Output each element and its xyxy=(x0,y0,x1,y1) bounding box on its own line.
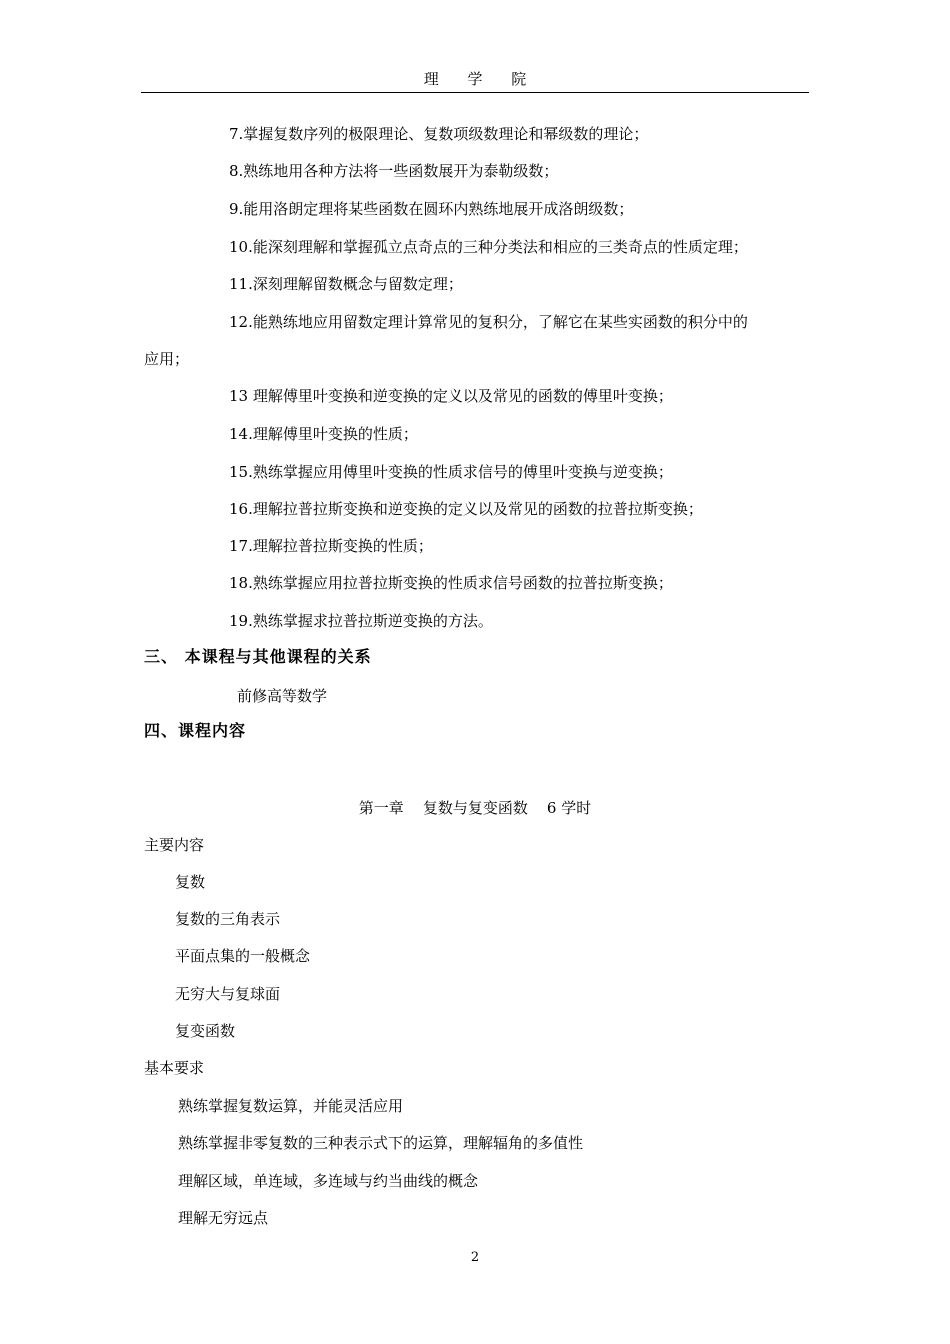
requirement-item: 熟练掌握非零复数的三种表示式下的运算，理解辐角的多值性 xyxy=(178,1134,584,1152)
header-divider xyxy=(141,92,809,93)
objective-item-16: 16.理解拉普拉斯变换和逆变换的定义以及常见的函数的拉普拉斯变换； xyxy=(229,500,703,518)
main-content-label: 主要内容 xyxy=(144,836,205,854)
objective-item-17: 17.理解拉普拉斯变换的性质； xyxy=(229,537,433,555)
objective-item-19: 19.熟练掌握求拉普拉斯逆变换的方法。 xyxy=(229,612,493,630)
main-content-item: 复数的三角表示 xyxy=(175,910,281,928)
section-heading-relations: 三、 本课程与其他课程的关系 xyxy=(144,647,372,666)
objective-item-14: 14.理解傅里叶变换的性质； xyxy=(229,425,418,443)
objective-item-10: 10.能深刻理解和掌握孤立点奇点的三种分类法和相应的三类奇点的性质定理； xyxy=(229,238,748,256)
requirements-label: 基本要求 xyxy=(144,1059,205,1077)
objective-item-9: 9.能用洛朗定理将某些函数在圆环内熟练地展开成洛朗级数； xyxy=(229,200,634,218)
objective-item-7: 7.掌握复数序列的极限理论、复数项级数理论和幂级数的理论； xyxy=(229,125,649,143)
objective-item-12: 12.能熟练地应用留数定理计算常见的复积分，了解它在某些实函数的积分中的 xyxy=(229,313,748,331)
main-content-item: 复数 xyxy=(175,873,206,891)
objective-item-18: 18.熟练掌握应用拉普拉斯变换的性质求信号函数的拉普拉斯变换； xyxy=(229,574,673,592)
main-content-item: 复变函数 xyxy=(175,1022,236,1040)
objective-item-12-continued: 应用； xyxy=(144,350,190,368)
requirement-item: 理解无穷远点 xyxy=(178,1209,269,1227)
page-number: 2 xyxy=(470,1250,480,1265)
page-header-title: 理 学 院 xyxy=(423,70,539,88)
objective-item-8: 8.熟练地用各种方法将一些函数展开为泰勒级数； xyxy=(229,162,559,180)
requirement-item: 理解区域，单连域，多连域与约当曲线的概念 xyxy=(178,1172,479,1190)
main-content-item: 平面点集的一般概念 xyxy=(175,947,311,965)
objective-item-11: 11.深刻理解留数概念与留数定理； xyxy=(229,275,463,293)
objective-item-13: 13 理解傅里叶变换和逆变换的定义以及常见的函数的傅里叶变换； xyxy=(229,387,673,405)
chapter-title: 第一章 复数与复变函数 6 学时 xyxy=(358,799,592,817)
section-heading-content: 四、课程内容 xyxy=(144,721,247,740)
requirement-item: 熟练掌握复数运算，并能灵活应用 xyxy=(178,1097,404,1115)
main-content-item: 无穷大与复球面 xyxy=(175,985,281,1003)
objective-item-15: 15.熟练掌握应用傅里叶变换的性质求信号的傅里叶变换与逆变换； xyxy=(229,463,673,481)
prerequisite-text: 前修高等数学 xyxy=(237,687,328,705)
